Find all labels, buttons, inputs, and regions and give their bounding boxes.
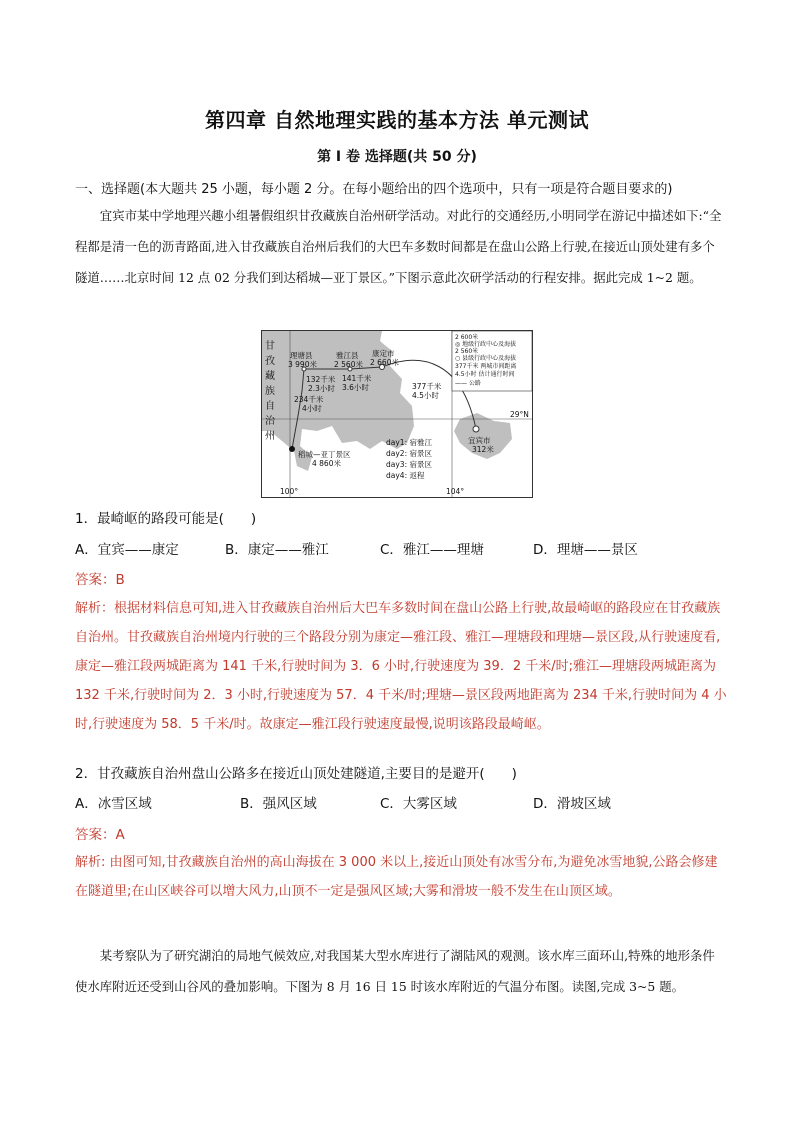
itinerary-day1: day1: 宿雅江 [386, 438, 432, 447]
city-yibin-name: 宜宾市 [468, 436, 491, 445]
city-scenic-name: 稻城—亚丁景区 [298, 450, 351, 459]
question-2-explanation: 解析: 由图可知,甘孜藏族自治州的高山海拔在 3 000 米以上,接近山顶处有冰雪分布,为避免冰雪地貌,公路会修建在隧道里;在山区峡谷可以增大风力,山顶不一定是强风区域;大雾和滑坡一般不发生在山顶区域。 [75, 855, 718, 899]
q1-option-b[interactable]: B．康定——雅江 [225, 542, 329, 558]
lon-label-2: 104° [446, 487, 465, 496]
q1-option-c[interactable]: C．雅江——理塘 [380, 542, 484, 558]
seg1-dist: 132千米 [306, 375, 336, 384]
city-yibin-elev: 312米 [472, 445, 494, 454]
question-1-explanation: 解析：根据材料信息可知,进入甘孜藏族自治州后大巴车多数时间在盘山公路上行驶,故最崎岖的路段应在甘孜藏族自治州。甘孜藏族自治州境内行驶的三个路段分别为康定—雅江段、雅江—理塘段和理塘—景区段,从行驶速度看,康定—雅江段两城距离为 141 千米,行驶时间为 3．6 小时,行驶速度为 39．2 千米/时;雅江—理塘段两城距离为 132 千米,行驶时间为 2．3 小时,行驶速度为 57．4 千米/时;理塘—景区段两地距离为 234 千米,行驶时间为 4 小时,行驶速度为 58．5 千米/时。故康定—雅江段行驶速度最慢,说明该路段最崎岖。 [75, 601, 727, 732]
q2-option-b[interactable]: B．强风区域 [240, 796, 317, 812]
seg3-time: 4小时 [302, 404, 322, 413]
q1-option-d[interactable]: D．理塘——景区 [533, 542, 638, 558]
section-subtitle: 第 I 卷 选择题(共 50 分) [317, 149, 477, 165]
legend-line-6: 4.5小时 估计通行时间 [455, 371, 515, 378]
question-1-answer: 答案：B [75, 572, 125, 588]
legend-line-4: ○ 县级行政中心及海拔 [455, 355, 517, 362]
page-title: 第四章 自然地理实践的基本方法 单元测试 [205, 108, 589, 132]
q1-option-a[interactable]: A．宜宾——康定 [75, 542, 179, 558]
seg4-dist: 377千米 [412, 382, 442, 391]
legend-line-3: 2 560米 [455, 348, 479, 355]
legend-line-1: 2 600米 [455, 334, 479, 341]
region-label-6: 治 [265, 416, 275, 427]
question-1-options [75, 538, 735, 556]
city-scenic-elev: 4 860米 [312, 459, 341, 468]
city-litang-name: 理塘县 [290, 351, 313, 360]
region-label-7: 州 [265, 431, 275, 442]
question-2-stem: 2．甘孜藏族自治州盘山公路多在接近山顶处建隧道,主要目的是避开( ) [75, 766, 517, 782]
question-2-answer: 答案：A [75, 827, 125, 843]
q2-option-d[interactable]: D．滑坡区域 [533, 796, 611, 812]
city-litang-elev: 3 990米 [288, 360, 317, 369]
section-heading: 一、选择题(本大题共 25 小题，每小题 2 分。在每小题给出的四个选项中，只有一项是符合题目要求的) [75, 182, 673, 197]
legend-line-2: ◎ 地级行政中心及海拔 [455, 341, 517, 348]
q2-option-a[interactable]: A．冰雪区域 [75, 796, 152, 812]
itinerary-day4: day4: 返程 [386, 471, 425, 480]
seg4-time: 4.5小时 [412, 391, 439, 400]
legend-line-5: 377千米 两城市间距离 [455, 363, 517, 370]
city-kangding-elev: 2 660米 [370, 358, 399, 367]
region-label-2: 孜 [265, 356, 275, 367]
passage-2: 某考察队为了研究湖泊的局地气候效应,对我国某大型水库进行了湖陆风的观测。该水库三面环山,特殊的地形条件使水库附近还受到山谷风的叠加影响。下图为 8 月 16 日 15 时该水库附近的气温分布图。读图,完成 3~5 题。 [75, 948, 715, 994]
question-1-stem: 1．最崎岖的路段可能是( ) [75, 511, 257, 527]
city-yajiang-name: 雅江县 [336, 351, 359, 360]
q2-option-c[interactable]: C．大雾区域 [380, 796, 457, 812]
question-2-options [75, 792, 735, 810]
yibin-marker [473, 426, 479, 432]
region-label-5: 自 [265, 401, 275, 412]
scenic-marker [289, 446, 295, 452]
itinerary-day3: day3: 宿景区 [386, 460, 432, 469]
route-map [261, 330, 533, 498]
seg2-time: 3.6小时 [342, 383, 369, 392]
region-label-3: 藏 [265, 371, 275, 382]
seg1-time: 2.3小时 [308, 384, 335, 393]
itinerary-day2: day2: 宿景区 [386, 449, 432, 458]
passage-1: 宜宾市某中学地理兴趣小组暑假组织甘孜藏族自治州研学活动。对此行的交通经历,小明同学在游记中描述如下:“全程都是清一色的沥青路面,进入甘孜藏族自治州后我们的大巴车多数时间都是在盘山公路上行驶,在接近山顶处建有多个隧道……北京时间 12 点 02 分我们到达稻城—亚丁景区。”下图示意此次研学活动的行程安排。据此完成 1~2 题。 [75, 208, 722, 285]
city-yajiang-elev: 2 560米 [334, 360, 363, 369]
city-kangding-name: 康定市 [372, 349, 395, 358]
seg2-dist: 141千米 [342, 374, 372, 383]
lon-label-1: 100° [280, 487, 299, 496]
seg3-dist: 234千米 [294, 395, 324, 404]
legend-line-7: —— 公路 [455, 380, 481, 387]
region-label-1: 甘 [265, 341, 275, 352]
region-label-4: 族 [265, 386, 275, 397]
lat-label: 29°N [510, 410, 529, 419]
